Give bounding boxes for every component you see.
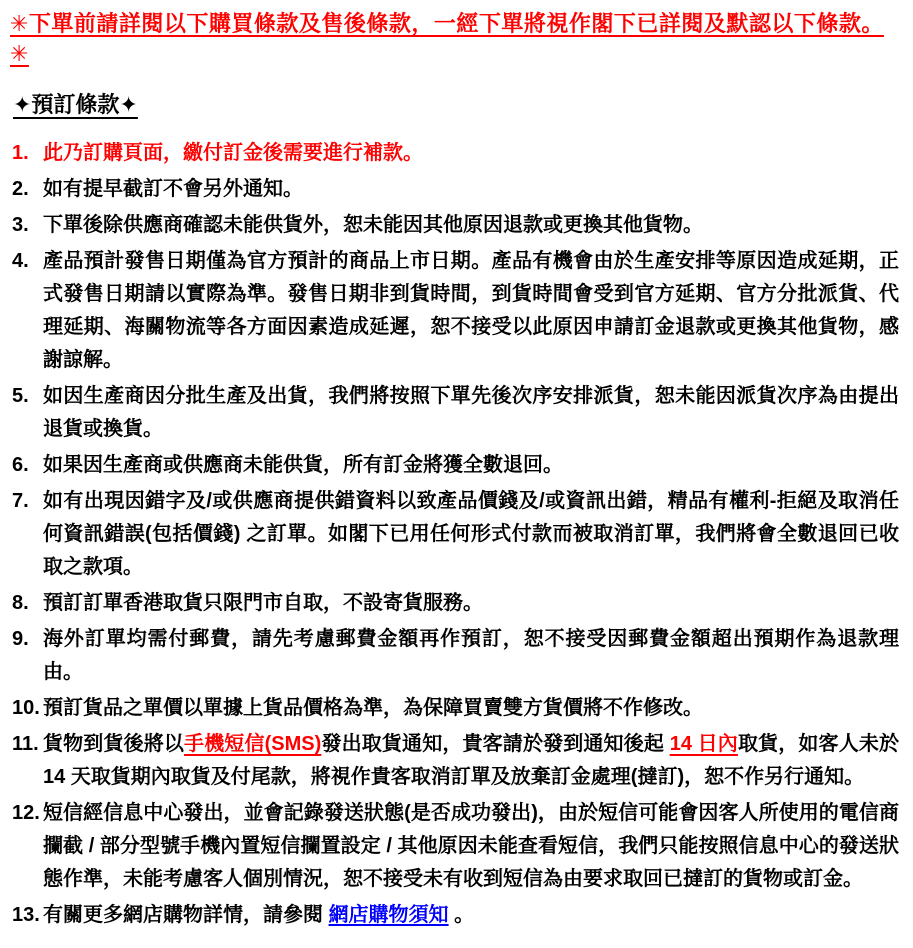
- term-number: 7.: [12, 490, 29, 512]
- term-item: [10, 137, 899, 170]
- store-shopping-notice-link[interactable]: 網店購物須知: [328, 904, 449, 926]
- highlighted-text: 手機短信(SMS): [184, 733, 322, 755]
- plain-text: 預訂貨品之單價以單據上貨品價格為準，為保障買賣雙方貨價將不作修改。: [43, 697, 703, 719]
- term-text: [43, 899, 899, 932]
- term-item: [10, 173, 899, 206]
- term-item: [10, 245, 899, 377]
- term-item: [10, 623, 899, 689]
- terms-list: [10, 137, 899, 932]
- term-number: 12.: [12, 802, 40, 824]
- term-item: [10, 899, 899, 932]
- term-text: [43, 137, 899, 170]
- term-item: [10, 797, 899, 896]
- term-item: [10, 692, 899, 725]
- term-text: [43, 587, 899, 620]
- term-number: 5.: [12, 385, 29, 407]
- plain-text: 海外訂單均需付郵費，請先考慮郵費金額再作預訂，恕不接受因郵費金額超出預期作為退款理由。: [43, 628, 899, 683]
- plain-text: 如有提早截訂不會另外通知。: [43, 178, 303, 200]
- plain-text: 此乃訂購頁面，繳付訂金後需要進行補款。: [43, 142, 423, 164]
- plain-text: 發出取貨通知，貴客請於發到通知後起: [321, 733, 670, 755]
- term-text: [43, 623, 899, 689]
- plain-text: 如有出現因錯字及/或供應商提供錯資料以致產品價錢及/或資訊出錯，精品有權利-拒絕及取消任何資訊錯誤(包括價錢) 之訂單。如閣下已用任何形式付款而被取消訂單，我們將會全數退回已收取之款項。: [43, 490, 899, 578]
- term-text: [43, 173, 899, 206]
- section-title: ✦預訂條款✦: [13, 92, 138, 117]
- plain-text: 下單後除供應商確認未能供貨外，恕未能因其他原因退款或更換其他貨物。: [43, 214, 703, 236]
- term-number: 8.: [12, 592, 29, 614]
- plain-text: 。: [448, 904, 475, 926]
- term-number: 11.: [12, 733, 39, 755]
- term-number: 1.: [12, 142, 29, 164]
- plain-text: 如果因生產商或供應商未能供貨，所有訂金將獲全數退回。: [43, 454, 563, 476]
- plain-text: 有關更多網店購物詳情，請參閱: [43, 904, 329, 926]
- term-number: 9.: [12, 628, 29, 650]
- term-item: [10, 485, 899, 584]
- plain-text: 預訂訂單香港取貨只限門市自取，不設寄貨服務。: [43, 592, 483, 614]
- term-number: 4.: [12, 250, 29, 272]
- term-text: [43, 209, 899, 242]
- plain-text: 取貨，如客人未於 14 天取貨期內取貨及付尾款，將視作貴客取消訂單及放棄訂金處理(撻訂)，恕不作另行通知。: [43, 733, 899, 788]
- term-number: 10.: [12, 697, 40, 719]
- term-number: 13.: [12, 904, 40, 926]
- plain-text: 短信經信息中心發出，並會記錄發送狀態(是否成功發出)，由於短信可能會因客人所使用的電信商攔截 / 部分型號手機內置短信攔置設定 / 其他原因未能查看短信，我們只能按照信息中心的發送狀態作準，未能考慮客人個別情況，恕不接受未有收到短信為由要求取回已撻訂的貨物或訂金。: [43, 802, 899, 890]
- term-number: 3.: [12, 214, 29, 236]
- highlighted-text: 14 日內: [669, 733, 738, 755]
- term-text: [43, 449, 899, 482]
- term-item: [10, 209, 899, 242]
- term-number: 2.: [12, 178, 29, 200]
- term-text: [43, 245, 899, 377]
- header-notice: ✳下單前請詳閱以下購買條款及售後條款，一經下單將視作閣下已詳閱及默認以下條款。✳: [10, 11, 884, 66]
- term-text: [43, 380, 899, 446]
- term-item: [10, 587, 899, 620]
- term-item: [10, 728, 899, 794]
- term-text: [43, 485, 899, 584]
- term-item: [10, 380, 899, 446]
- term-text: [43, 797, 899, 896]
- plain-text: 貨物到貨後將以: [43, 733, 185, 755]
- term-text: [43, 728, 899, 794]
- term-number: 6.: [12, 454, 29, 476]
- plain-text: 如因生產商因分批生產及出貨，我們將按照下單先後次序安排派貨，恕未能因派貨次序為由提出退貨或換貨。: [43, 385, 899, 440]
- term-text: [43, 692, 899, 725]
- plain-text: 產品預計發售日期僅為官方預計的商品上市日期。產品有機會由於生產安排等原因造成延期，正式發售日期請以實際為準。發售日期非到貨時間，到貨時間會受到官方延期、官方分批派貨、代理延期、海關物流等各方面因素造成延遲，恕不接受以此原因申請訂金退款或更換其他貨物，感謝諒解。: [43, 250, 899, 371]
- term-item: [10, 449, 899, 482]
